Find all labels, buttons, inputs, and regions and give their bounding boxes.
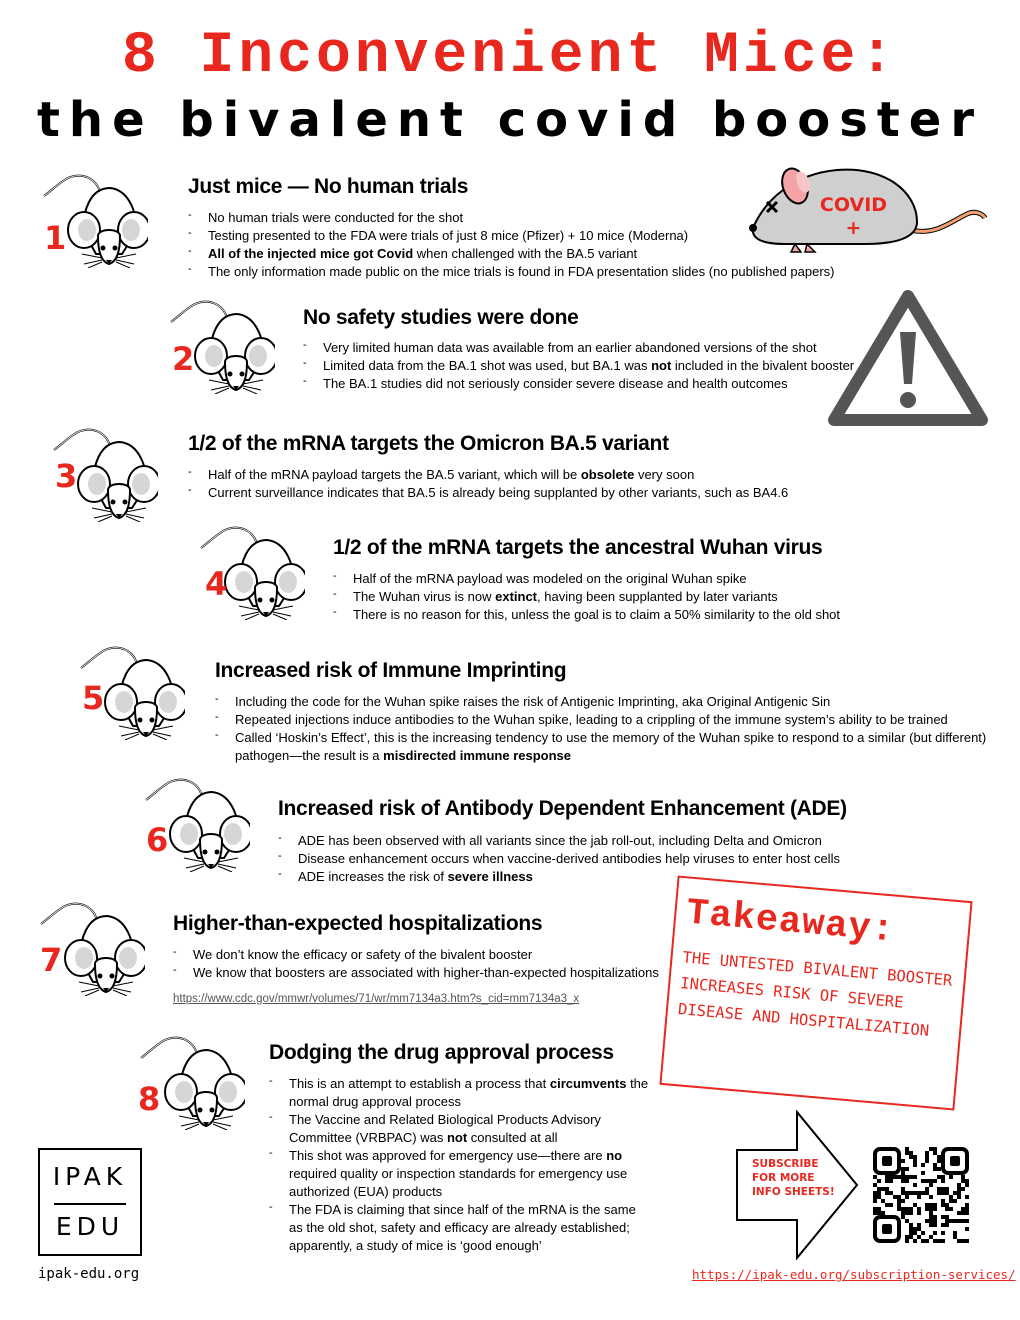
covid-plus: +: [845, 217, 862, 239]
logo-bottom-text: EDU: [55, 1212, 125, 1241]
bullet-list: [188, 209, 848, 281]
bullet-list: [188, 466, 828, 502]
section-number: 1: [44, 219, 67, 257]
bullet-list: [303, 339, 863, 393]
section-number: 6: [146, 821, 169, 859]
takeaway-title: Takeaway:: [684, 892, 897, 953]
takeaway-text: THE UNTESTED BIVALENT BOOSTER INCREASES RISK OF SEVERE DISEASE AND HOSPITALIZATION: [677, 948, 953, 1040]
logo-top-text: IPAK: [52, 1162, 128, 1191]
section-number: 7: [40, 941, 63, 979]
section-title: No safety studies were done: [303, 306, 579, 329]
bullet-item: - Limited data from the BA.1 shot was used, but BA.1 was not included in the bivalent booster: [303, 357, 863, 375]
bullet-item: - We know that boosters are associated with higher-than-expected hospitalizations: [173, 964, 673, 982]
takeaway-box: [659, 876, 972, 1111]
title-line-2: the bivalent covid booster: [36, 92, 983, 148]
section-title: Higher-than-expected hospitalizations: [173, 912, 543, 935]
bullet-item: - Half of the mRNA payload was modeled on the original Wuhan spike: [333, 570, 913, 588]
bullet-item: - ADE has been observed with all variants since the jab roll-out, including Delta and Omicron: [278, 832, 858, 850]
bullet-list: [333, 570, 913, 624]
bullet-item: - The Vaccine and Related Biological Products Advisory Committee (VRBPAC) was not consulted at all: [269, 1111, 649, 1147]
section-title: Increased risk of Immune Imprinting: [215, 659, 567, 682]
section-title: 1/2 of the mRNA targets the ancestral Wuhan virus: [333, 536, 823, 559]
section-title: 1/2 of the mRNA targets the Omicron BA.5 variant: [188, 432, 669, 455]
bullet-item: - The Wuhan virus is now extinct, having been supplanted by later variants: [333, 588, 913, 606]
bullet-item: - This is an attempt to establish a process that circumvents the normal drug approval process: [269, 1075, 649, 1111]
title-line-1: 8 Inconvenient Mice:: [121, 24, 899, 89]
bullet-item: - Called ‘Hoskin’s Effect’, this is the increasing tendency to use the memory of the Wuhan spike to respond to a similar (but different) pathogen—the result is a misdirected immune response: [215, 729, 995, 765]
bullet-list: [269, 1075, 649, 1255]
bullet-item: - Disease enhancement occurs when vaccine-derived antibodies help viruses to enter host cells: [278, 850, 858, 868]
website-link[interactable]: ipak-edu.org: [38, 1266, 140, 1282]
logo-divider: [54, 1203, 126, 1205]
bullet-item: - All of the injected mice got Covid when challenged with the BA.5 variant: [188, 245, 848, 263]
subscription-link[interactable]: https://ipak-edu.org/subscription-services/: [692, 1267, 1016, 1282]
section-number: 5: [82, 679, 105, 717]
bullet-list: [215, 693, 995, 765]
bullet-item: - Half of the mRNA payload targets the BA.5 variant, which will be obsolete very soon: [188, 466, 828, 484]
section-title: Increased risk of Antibody Dependent Enhancement (ADE): [278, 797, 847, 820]
section-number: 2: [172, 340, 195, 378]
bullet-item: - The FDA is claiming that since half of the mRNA is the same as the old shot, safety and efficacy are already established; apparently, a study of mice is ‘good enough’: [269, 1201, 649, 1255]
bullet-list: [278, 832, 858, 886]
covid-label: COVID: [819, 194, 888, 216]
ipak-edu-logo: [38, 1148, 142, 1256]
qr-code-icon[interactable]: [873, 1147, 969, 1243]
section-number: 3: [55, 457, 78, 495]
bullet-item: - This shot was approved for emergency use—there are no required quality or inspection standards for emergency use authorized (EUA) products: [269, 1147, 649, 1201]
bullet-item: - Repeated injections induce antibodies to the Wuhan spike, leading to a crippling of the immune system’s ability to be trained: [215, 711, 995, 729]
bullet-item: - Very limited human data was available from an earlier abandoned versions of the shot: [303, 339, 863, 357]
bullet-item: - There is no reason for this, unless the goal is to claim a 50% similarity to the old shot: [333, 606, 913, 624]
bullet-item: - Including the code for the Wuhan spike raises the risk of Antigenic Imprinting, aka Original Antigenic Sin: [215, 693, 995, 711]
bullet-list: [173, 946, 673, 982]
section-title: Just mice — No human trials: [188, 175, 469, 198]
subscribe-callout: SUBSCRIBE FOR MORE INFO SHEETS!: [752, 1158, 835, 1198]
bullet-item: - We don’t know the efficacy or safety of the bivalent booster: [173, 946, 673, 964]
bullet-item: - The BA.1 studies did not seriously consider severe disease and health outcomes: [303, 375, 863, 393]
bullet-item: - Current surveillance indicates that BA.5 is already being supplanted by other variants, such as BA4.6: [188, 484, 828, 502]
section-number: 4: [205, 565, 228, 603]
section-title: Dodging the drug approval process: [269, 1041, 614, 1064]
section-number: 8: [138, 1080, 161, 1118]
bullet-item: - The only information made public on the mice trials is found in FDA presentation slides (no published papers): [188, 263, 848, 281]
bullet-item: - ADE increases the risk of severe illness: [278, 868, 858, 886]
bullet-item: - No human trials were conducted for the shot: [188, 209, 848, 227]
source-link[interactable]: https://www.cdc.gov/mmwr/volumes/71/wr/mm7134a3.htm?s_cid=mm7134a3_x: [173, 993, 580, 1005]
bullet-item: - Testing presented to the FDA were trials of just 8 mice (Pfizer) + 10 mice (Moderna): [188, 227, 848, 245]
